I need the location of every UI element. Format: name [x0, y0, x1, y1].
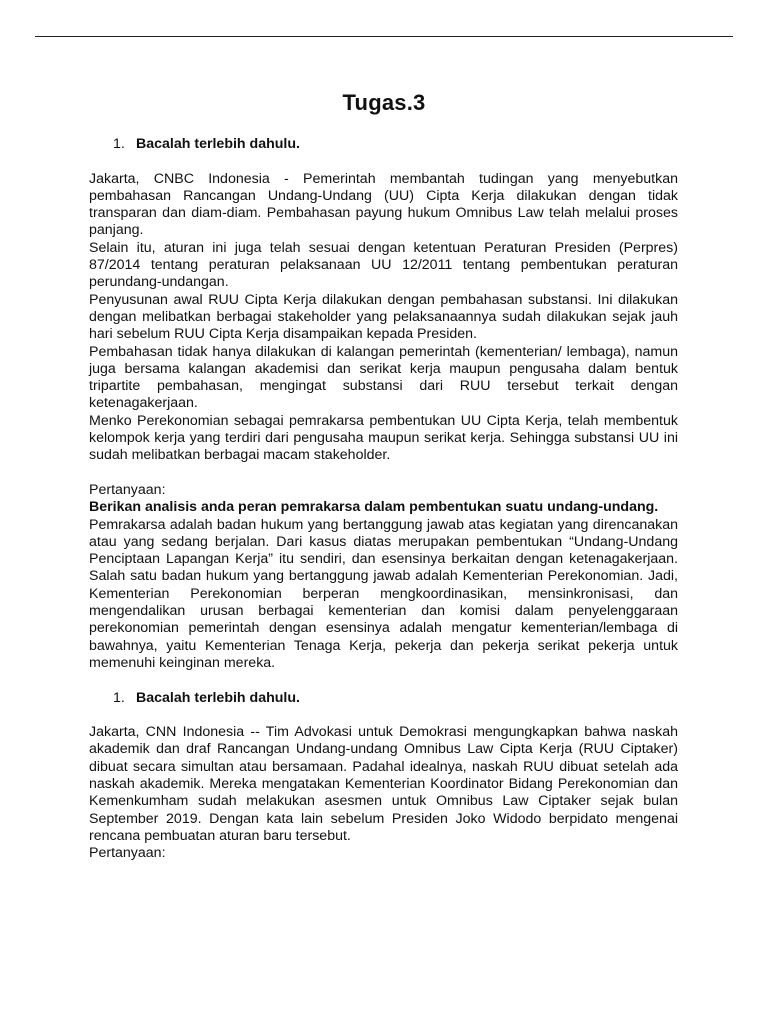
paragraph: Jakarta, CNBC Indonesia - Pemerintah membantah tudingan yang menyebutkan pembahasan Rancangan Undang-Undang (UU) Cipta Kerja dilakukan dengan tidak transparan dan diam-diam. Pembahasan payung hukum Omnibus Law telah melalui proses panjang.	[89, 170, 678, 239]
document-body	[89, 136, 678, 862]
question-label: Pertanyaan:	[89, 481, 166, 498]
paragraph: Jakarta, CNN Indonesia -- Tim Advokasi untuk Demokrasi mengungkapkan bahwa naskah akademik dan draf Rancangan Undang-undang Omnibus Law Cipta Kerja (RUU Ciptaker) dibuat secara simultan atau bersamaan. Padahal idealnya, naskah RUU dibuat setelah ada naskah akademik. Mereka mengatakan Kementerian Koordinator Bidang Perekonomian dan Kemenkumham sudah melakukan asesmen untuk Omnibus Law Ciptaker sejak bulan September 2019. Dengan kata lain sebelum Presiden Joko Widodo berpidato mengenai rencana pembuatan aturan baru tersebut.	[89, 724, 678, 844]
heading-text: Bacalah terlebih dahulu.	[136, 136, 300, 152]
paragraph: Penyusunan awal RUU Cipta Kerja dilakukan dengan pembahasan substansi. Ini dilakukan dengan melibatkan berbagai stakeholder yang pelaksanaannya sudah dilakukan sejak jauh hari sebelum RUU Cipta Kerja disampaikan kepada Presiden.	[89, 291, 678, 343]
question-label: Pertanyaan:	[89, 845, 166, 862]
page-title: Tugas.3	[342, 90, 426, 115]
section-1-heading	[89, 136, 678, 153]
header-rule	[35, 36, 733, 37]
paragraph: Pembahasan tidak hanya dilakukan di kalangan pemerintah (kementerian/ lembaga), namun juga bersama kalangan akademisi dan serikat kerja maupun pengusaha dalam bentuk tripartite pembahasan, mengingat substansi dari RUU tersebut terkait dengan ketenagakerjaan.	[89, 343, 678, 412]
answer-text: Pemrakarsa adalah badan hukum yang bertanggung jawab atas kegiatan yang direncanakan atau yang sedang berjalan. Dari kasus diatas merupakan pembentukan “Undang-Undang Penciptaan Lapangan Kerja” itu sendiri, dan esensinya berkaitan dengan ketenagakerjaan. Salah satu badan hukum yang bertanggung jawab adalah Kementerian Perekonomian. Jadi, Kementerian Perekonomian berperan mengkoordinasikan, mensinkronisasi, dan mengendalikan urusan berbagai kementerian dan komisi dalam penyelenggaraan perekonomian pemerintah dengan esensinya adalah mengatur kementerian/lembaga di bawahnya, yaitu Kementerian Tenaga Kerja, pekerja dan pekerja serikat pekerja untuk memenuhi keinginan mereka.	[89, 516, 678, 671]
heading-text: Bacalah terlebih dahulu.	[136, 689, 300, 706]
paragraph: Selain itu, aturan ini juga telah sesuai dengan ketentuan Peraturan Presiden (Perpres) 87/2014 tentang peraturan pelaksanaan UU 12/2011 tentang pembentukan peraturan perundang-undangan.	[89, 239, 678, 291]
list-number: 1.	[113, 689, 125, 706]
section-2-heading	[89, 690, 678, 707]
paragraph: Menko Perekonomian sebagai pemrakarsa pembentukan UU Cipta Kerja, telah membentuk kelompok kerja yang terdiri dari pengusaha maupun serikat kerja. Sehingga substansi UU ini sudah melibatkan berbagai macam stakeholder.	[89, 412, 678, 464]
list-number: 1.	[113, 136, 125, 152]
question-text: Berikan analisis anda peran pemrakarsa dalam pembentukan suatu undang-undang.	[89, 499, 659, 516]
